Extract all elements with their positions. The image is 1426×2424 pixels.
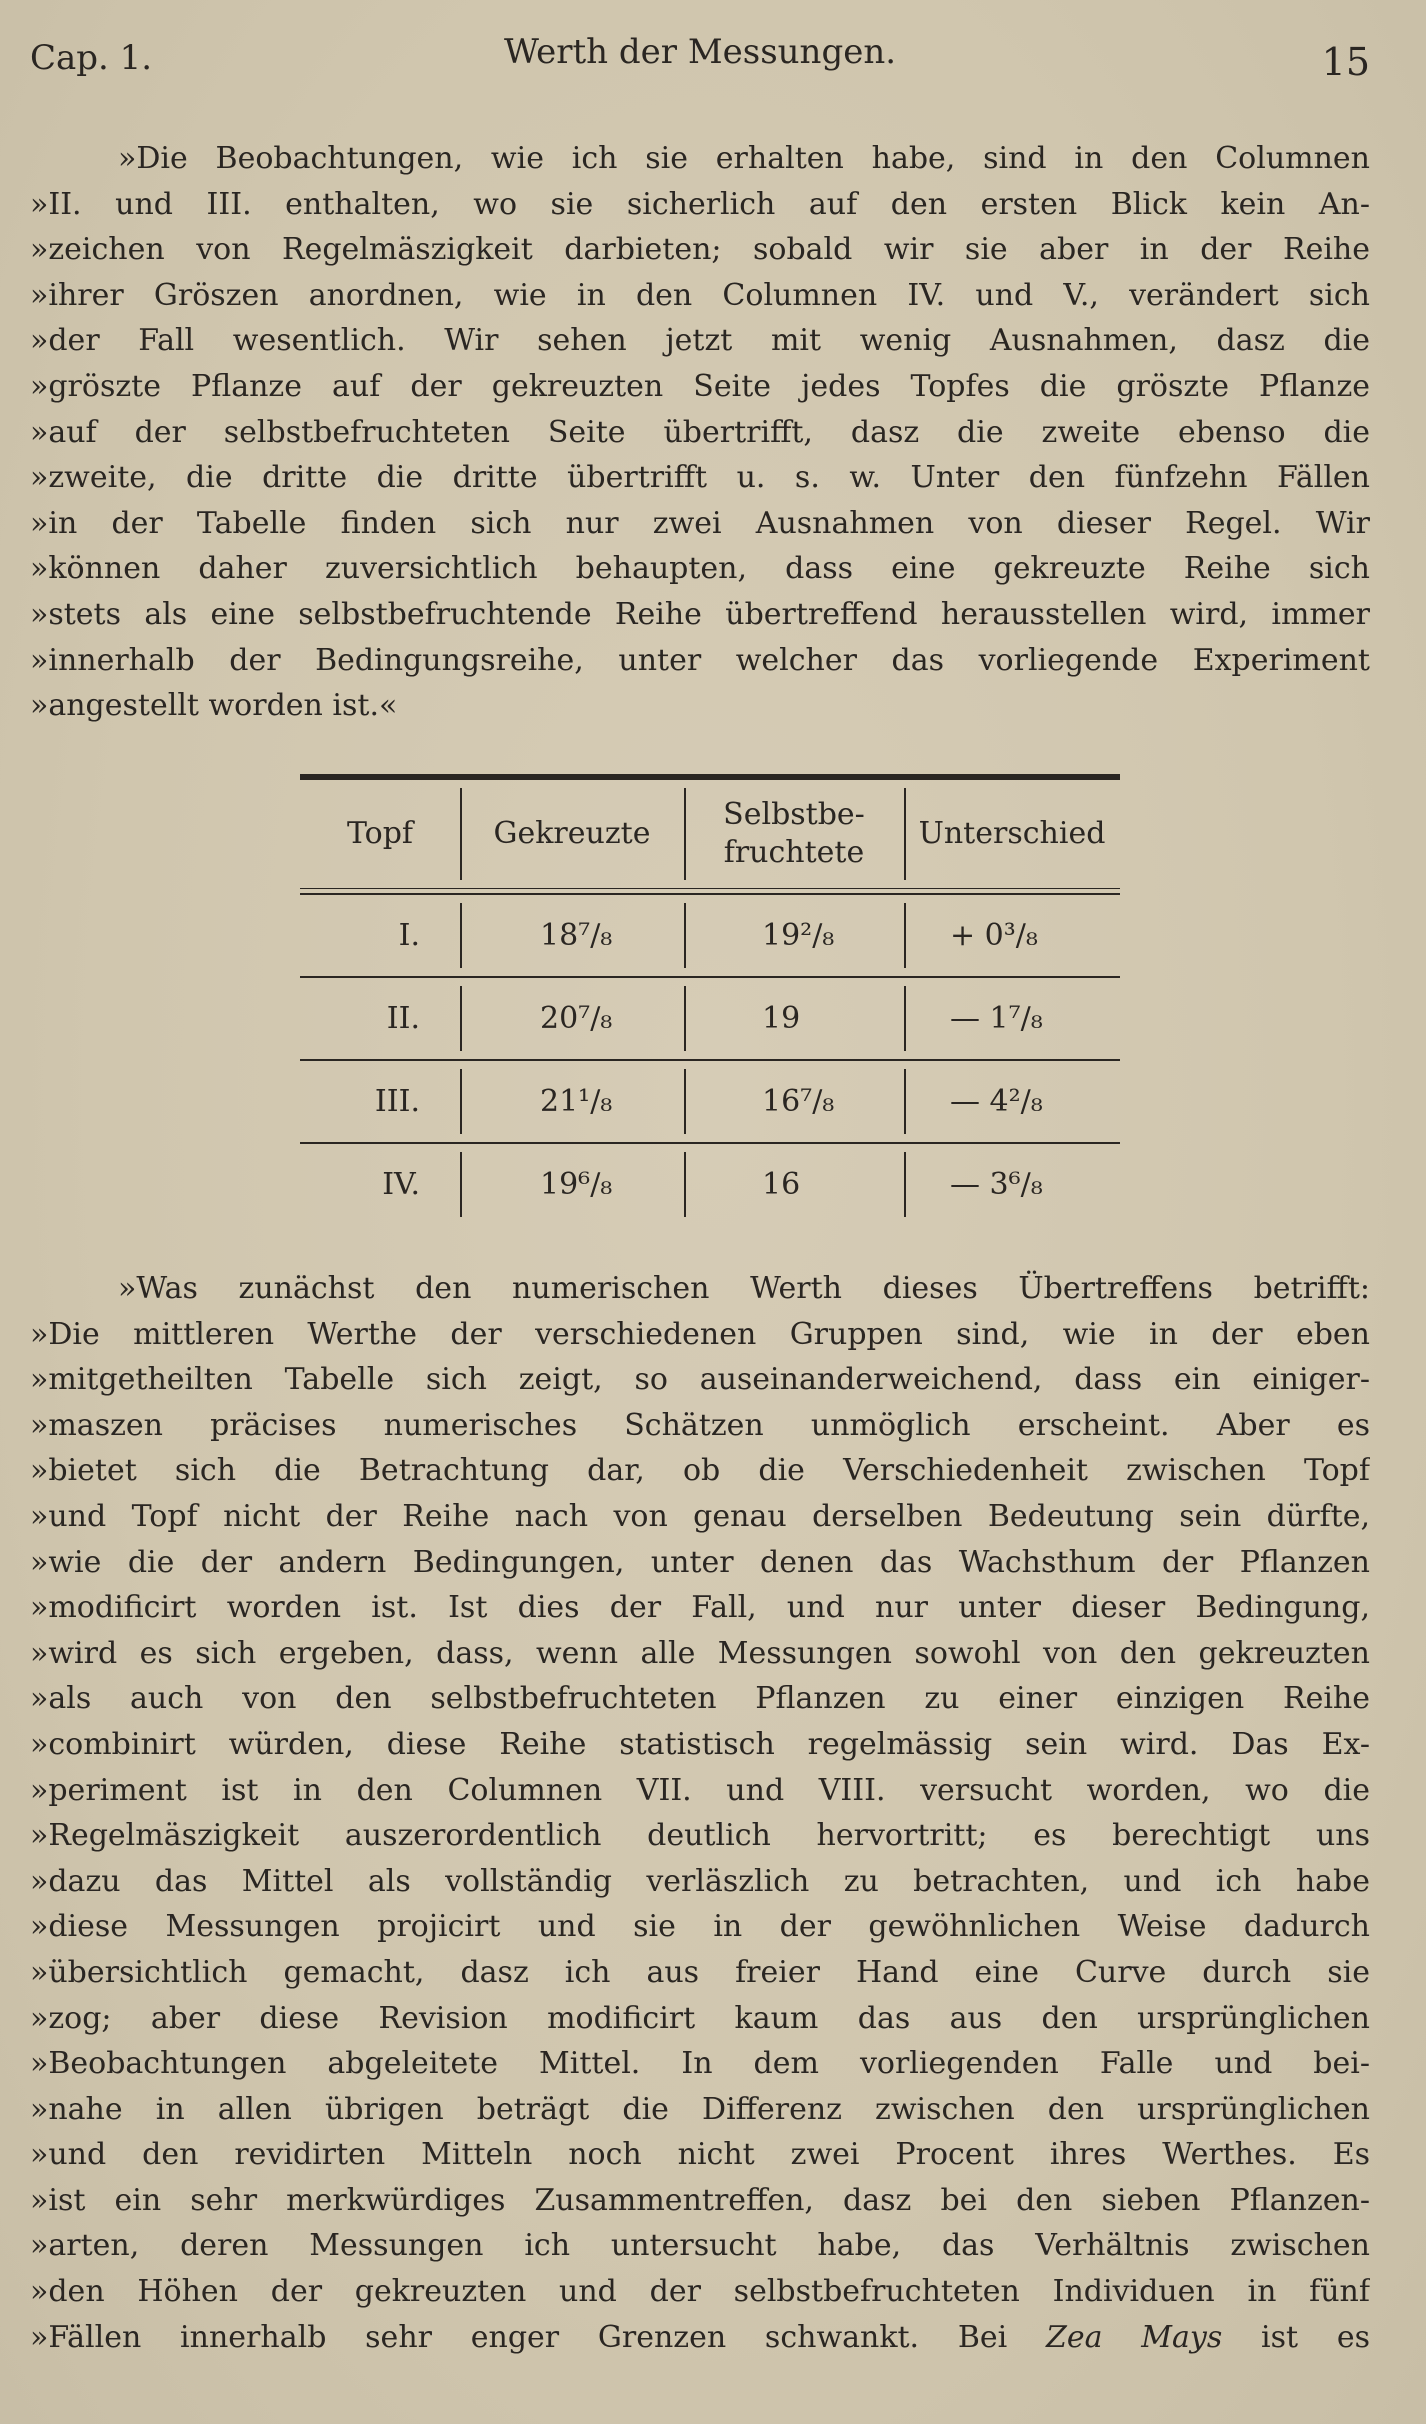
text-line: »II. und III. enthalten, wo sie sicherlich auf den ersten Blick kein An- xyxy=(30,186,1370,222)
text-segment: »Fällen innerhalb sehr enger Grenzen schwankt. Bei xyxy=(30,2319,1047,2355)
text-line: »den Höhen der gekreuzten und der selbstbefruchteten Individuen in fünf xyxy=(30,2274,1370,2310)
cell-topf: III. xyxy=(374,1084,420,1119)
cell-topf: IV. xyxy=(382,1167,420,1202)
text-line: »der Fall wesentlich. Wir sehen jetzt mit wenig Ausnahmen, dasz die xyxy=(30,323,1370,359)
text-line: »Beobachtungen abgeleitete Mittel. In dem vorliegenden Falle und bei- xyxy=(30,2046,1370,2082)
column-divider xyxy=(460,903,462,968)
text-line: »auf der selbstbefruchteten Seite übertrifft, dasz die zweite ebenso die xyxy=(30,414,1370,450)
text-line: »mitgetheilten Tabelle sich zeigt, so auseinanderweichend, dass ein einiger- xyxy=(30,1362,1370,1398)
cell-unterschied: — 3⁶/₈ xyxy=(950,1167,1043,1202)
page-number: 15 xyxy=(1321,40,1370,84)
cell-gekreuzte: 18⁷/₈ xyxy=(540,918,613,953)
text-line: »Regelmäszigkeit auszerordentlich deutlich hervortritt; es berechtigt uns xyxy=(30,1818,1370,1854)
species-name: Zea Mays xyxy=(1046,2319,1223,2355)
text-line: »wird es sich ergeben, dass, wenn alle Messungen sowohl von den gekreuzten xyxy=(30,1635,1370,1671)
header-topf: Topf xyxy=(346,816,414,851)
text-line: »wie die der andern Bedingungen, unter denen das Wachsthum der Pflanzen xyxy=(30,1544,1370,1580)
text-line: »gröszte Pflanze auf der gekreuzten Seite jedes Topfes die gröszte Pflanze xyxy=(30,368,1370,404)
text-line: »und Topf nicht der Reihe nach von genau derselben Bedeutung sein dürfte, xyxy=(30,1498,1370,1534)
text-line: »combinirt würden, diese Reihe statistisch regelmässig sein wird. Das Ex- xyxy=(30,1726,1370,1762)
text-line: »bietet sich die Betrachtung dar, ob die Verschiedenheit zwischen Topf xyxy=(30,1453,1370,1489)
column-divider xyxy=(460,1069,462,1134)
column-divider xyxy=(904,903,906,968)
table-row xyxy=(300,1061,1120,1144)
column-divider xyxy=(684,1152,686,1217)
cell-topf: I. xyxy=(398,918,420,953)
text-segment: ist es xyxy=(1222,2319,1370,2355)
text-line: »übersichtlich gemacht, dasz ich aus freier Hand eine Curve durch sie xyxy=(30,1954,1370,1990)
text-line: »Was zunächst den numerischen Werth dieses Übertreffens betrifft: xyxy=(118,1271,1370,1306)
paragraph-quote-2 xyxy=(30,1266,1370,2360)
header-gekreuzte: Gekreuzte xyxy=(493,816,651,851)
text-line: »innerhalb der Bedingungsreihe, unter welcher das vorliegende Experiment xyxy=(30,642,1370,678)
text-line: »in der Tabelle finden sich nur zwei Ausnahmen von dieser Regel. Wir xyxy=(30,505,1370,541)
text-line: »dazu das Mittel als vollständig verläszlich zu betrachten, und ich habe xyxy=(30,1863,1370,1899)
paragraph-quote-1 xyxy=(30,136,1370,729)
cell-gekreuzte: 20⁷/₈ xyxy=(540,1001,613,1036)
column-divider xyxy=(904,788,906,880)
cell-unterschied: — 4²/₈ xyxy=(950,1084,1043,1119)
text-line: »modificirt worden ist. Ist dies der Fall, und nur unter dieser Bedingung, xyxy=(30,1590,1370,1626)
page-title: Werth der Messungen. xyxy=(503,32,897,72)
table-row xyxy=(300,978,1120,1061)
cell-unterschied: + 0³/₈ xyxy=(950,918,1038,953)
column-divider xyxy=(684,903,686,968)
text-line: »ihrer Gröszen anordnen, wie in den Columnen IV. und V., verändert sich xyxy=(30,277,1370,313)
text-line: »stets als eine selbstbefruchtende Reihe übertreffend herausstellen wird, immer xyxy=(30,596,1370,632)
text-line: »nahe in allen übrigen beträgt die Differenz zwischen den ursprünglichen xyxy=(30,2091,1370,2127)
text-line: »zeichen von Regelmäszigkeit darbieten; sobald wir sie aber in der Reihe xyxy=(30,232,1370,268)
text-line: »Die Beobachtungen, wie ich sie erhalten habe, sind in den Columnen xyxy=(118,141,1370,176)
cell-selbst: 16 xyxy=(762,1167,801,1202)
column-divider xyxy=(684,788,686,880)
text-line: »zweite, die dritte die dritte übertrifft u. s. w. Unter den fünfzehn Fällen xyxy=(30,460,1370,496)
table-header-row xyxy=(300,780,1120,889)
column-divider xyxy=(460,788,462,880)
column-divider xyxy=(684,986,686,1051)
text-line: »diese Messungen projicirt und sie in der gewöhnlichen Weise dadurch xyxy=(30,1909,1370,1945)
text-line: »angestellt worden ist.« xyxy=(30,688,398,724)
cell-selbst: 19 xyxy=(762,1001,801,1036)
cell-selbst: 16⁷/₈ xyxy=(762,1084,835,1119)
text-line: »periment ist in den Columnen VII. und VIII. versucht worden, wo die xyxy=(30,1772,1370,1808)
text-line: »arten, deren Messungen ich untersucht habe, das Verhältnis zwischen xyxy=(30,2228,1370,2264)
header-unterschied: Unterschied xyxy=(918,816,1106,851)
text-line: »können daher zuversichtlich behaupten, dass eine gekreuzte Reihe sich xyxy=(30,551,1370,587)
text-line: »als auch von den selbstbefruchteten Pflanzen zu einer einzigen Reihe xyxy=(30,1681,1370,1717)
table-row xyxy=(300,895,1120,978)
header-selbstbefruchtete-line1: Selbstbe- xyxy=(723,797,865,832)
chapter-label: Cap. 1. xyxy=(30,38,153,78)
text-line-final xyxy=(30,2315,1370,2361)
column-divider xyxy=(904,1069,906,1134)
column-divider xyxy=(460,986,462,1051)
text-line: »maszen präcises numerisches Schätzen unmöglich erscheint. Aber es xyxy=(30,1407,1370,1443)
header-selbstbefruchtete xyxy=(684,780,904,888)
running-header xyxy=(30,30,1370,84)
column-divider xyxy=(904,986,906,1051)
header-selbstbefruchtete-line2: fruchtete xyxy=(723,835,865,870)
text-line: »ist ein sehr merkwürdiges Zusammentreffen, dasz bei den sieben Pflanzen- xyxy=(30,2182,1370,2218)
cell-gekreuzte: 19⁶/₈ xyxy=(540,1167,613,1202)
column-divider xyxy=(904,1152,906,1217)
cell-topf: II. xyxy=(386,1001,420,1036)
cell-gekreuzte: 21¹/₈ xyxy=(540,1084,613,1119)
text-line: »zog; aber diese Revision modificirt kaum das aus den ursprünglichen xyxy=(30,2000,1370,2036)
cell-unterschied: — 1⁷/₈ xyxy=(950,1001,1043,1036)
data-table xyxy=(300,774,1120,1225)
text-line: »und den revidirten Mitteln noch nicht zwei Procent ihres Werthes. Es xyxy=(30,2137,1370,2173)
cell-selbst: 19²/₈ xyxy=(762,918,835,953)
table-row xyxy=(300,1144,1120,1225)
text-line: »Die mittleren Werthe der verschiedenen Gruppen sind, wie in der eben xyxy=(30,1316,1370,1352)
column-divider xyxy=(460,1152,462,1217)
column-divider xyxy=(684,1069,686,1134)
